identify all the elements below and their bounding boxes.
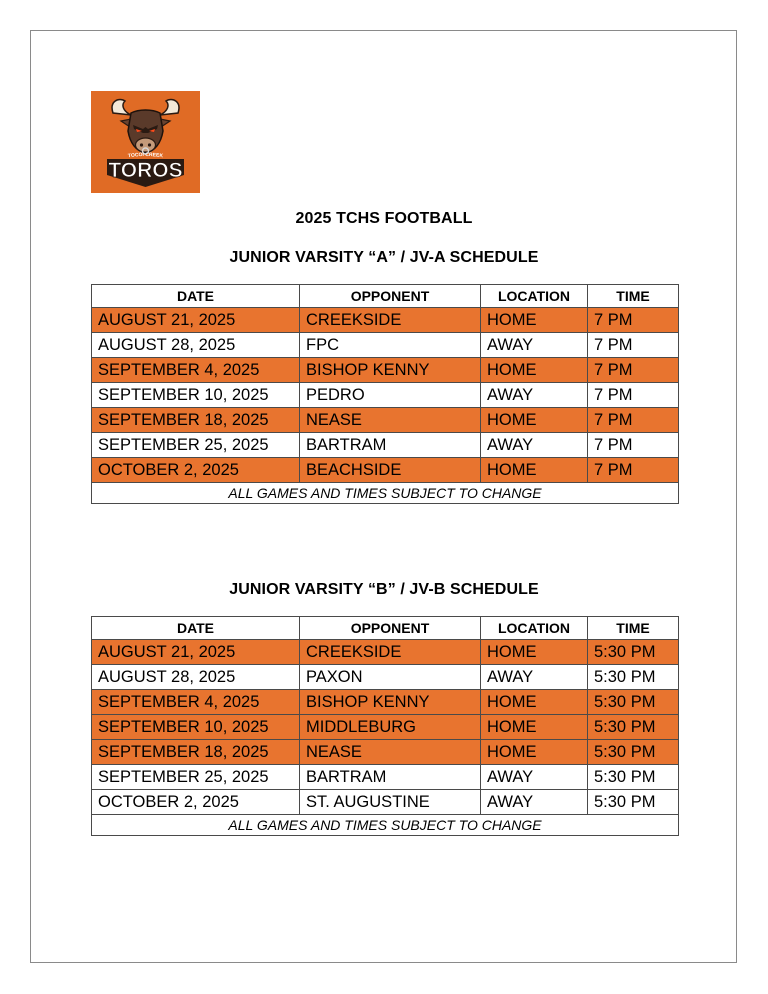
column-header-location: LOCATION <box>481 617 588 640</box>
location-cell: HOME <box>481 640 588 665</box>
opponent-cell: BARTRAM <box>300 765 481 790</box>
table-header-row <box>92 285 679 308</box>
date-cell: AUGUST 28, 2025 <box>92 333 300 358</box>
location-cell: HOME <box>481 458 588 483</box>
schedule-note: ALL GAMES AND TIMES SUBJECT TO CHANGE <box>92 483 679 504</box>
time-cell: 5:30 PM <box>588 715 679 740</box>
column-header-time: TIME <box>588 285 679 308</box>
location-cell: AWAY <box>481 383 588 408</box>
table-row <box>92 715 679 740</box>
opponent-cell: CREEKSIDE <box>300 640 481 665</box>
column-header-date: DATE <box>92 617 300 640</box>
table-row <box>92 765 679 790</box>
date-cell: SEPTEMBER 18, 2025 <box>92 408 300 433</box>
time-cell: 5:30 PM <box>588 690 679 715</box>
logo-wordmark: TOROS <box>108 159 183 182</box>
opponent-cell: NEASE <box>300 408 481 433</box>
time-cell: 5:30 PM <box>588 790 679 815</box>
opponent-cell: PAXON <box>300 665 481 690</box>
date-cell: SEPTEMBER 4, 2025 <box>92 690 300 715</box>
location-cell: HOME <box>481 740 588 765</box>
jva-schedule-table <box>91 284 679 504</box>
column-header-date: DATE <box>92 285 300 308</box>
table-note-row <box>92 815 679 836</box>
location-cell: HOME <box>481 408 588 433</box>
table-row <box>92 790 679 815</box>
time-cell: 7 PM <box>588 308 679 333</box>
date-cell: AUGUST 21, 2025 <box>92 308 300 333</box>
opponent-cell: FPC <box>300 333 481 358</box>
time-cell: 5:30 PM <box>588 640 679 665</box>
bull-mascot-icon <box>91 91 200 193</box>
opponent-cell: CREEKSIDE <box>300 308 481 333</box>
location-cell: HOME <box>481 308 588 333</box>
table-row <box>92 333 679 358</box>
location-cell: HOME <box>481 690 588 715</box>
time-cell: 7 PM <box>588 408 679 433</box>
time-cell: 7 PM <box>588 358 679 383</box>
jvb-schedule-table <box>91 616 679 836</box>
time-cell: 7 PM <box>588 333 679 358</box>
time-cell: 5:30 PM <box>588 765 679 790</box>
location-cell: AWAY <box>481 665 588 690</box>
date-cell: OCTOBER 2, 2025 <box>92 790 300 815</box>
table-row <box>92 740 679 765</box>
date-cell: SEPTEMBER 25, 2025 <box>92 433 300 458</box>
date-cell: SEPTEMBER 25, 2025 <box>92 765 300 790</box>
table-row <box>92 358 679 383</box>
date-cell: SEPTEMBER 10, 2025 <box>92 715 300 740</box>
column-header-opponent: OPPONENT <box>300 285 481 308</box>
time-cell: 5:30 PM <box>588 740 679 765</box>
opponent-cell: BEACHSIDE <box>300 458 481 483</box>
opponent-cell: BISHOP KENNY <box>300 690 481 715</box>
location-cell: HOME <box>481 715 588 740</box>
date-cell: AUGUST 28, 2025 <box>92 665 300 690</box>
location-cell: AWAY <box>481 790 588 815</box>
date-cell: AUGUST 21, 2025 <box>92 640 300 665</box>
time-cell: 7 PM <box>588 383 679 408</box>
table-row <box>92 308 679 333</box>
date-cell: SEPTEMBER 18, 2025 <box>92 740 300 765</box>
opponent-cell: BARTRAM <box>300 433 481 458</box>
time-cell: 7 PM <box>588 458 679 483</box>
location-cell: AWAY <box>481 333 588 358</box>
date-cell: OCTOBER 2, 2025 <box>92 458 300 483</box>
table-row <box>92 690 679 715</box>
date-cell: SEPTEMBER 4, 2025 <box>92 358 300 383</box>
opponent-cell: NEASE <box>300 740 481 765</box>
table-row <box>92 640 679 665</box>
date-cell: SEPTEMBER 10, 2025 <box>92 383 300 408</box>
location-cell: HOME <box>481 358 588 383</box>
time-cell: 7 PM <box>588 433 679 458</box>
time-cell: 5:30 PM <box>588 665 679 690</box>
table-row <box>92 383 679 408</box>
location-cell: AWAY <box>481 765 588 790</box>
toros-logo <box>91 91 200 193</box>
location-cell: AWAY <box>481 433 588 458</box>
table-note-row <box>92 483 679 504</box>
schedule-note: ALL GAMES AND TIMES SUBJECT TO CHANGE <box>92 815 679 836</box>
page-title: 2025 TCHS FOOTBALL <box>295 210 473 227</box>
logo-arc-text: TOCOI CREEK <box>127 151 164 160</box>
opponent-cell: BISHOP KENNY <box>300 358 481 383</box>
jvb-heading: JUNIOR VARSITY “B” / JV-B SCHEDULE <box>229 581 539 598</box>
column-header-opponent: OPPONENT <box>300 617 481 640</box>
table-header-row <box>92 617 679 640</box>
table-row <box>92 458 679 483</box>
table-row <box>92 433 679 458</box>
table-row <box>92 665 679 690</box>
opponent-cell: MIDDLEBURG <box>300 715 481 740</box>
opponent-cell: ST. AUGUSTINE <box>300 790 481 815</box>
jva-heading: JUNIOR VARSITY “A” / JV-A SCHEDULE <box>229 249 539 266</box>
column-header-location: LOCATION <box>481 285 588 308</box>
table-row <box>92 408 679 433</box>
opponent-cell: PEDRO <box>300 383 481 408</box>
column-header-time: TIME <box>588 617 679 640</box>
